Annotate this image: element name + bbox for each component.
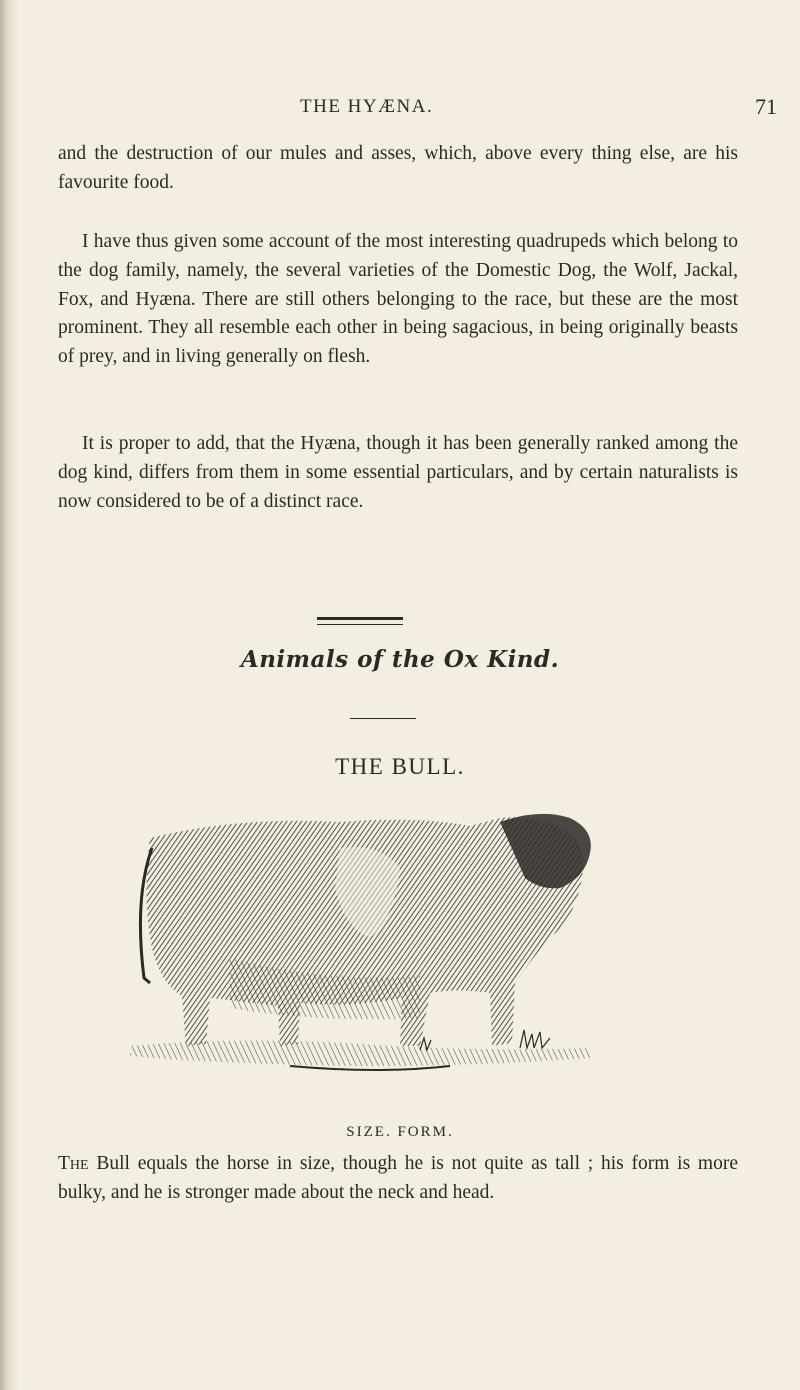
running-header <box>0 96 800 126</box>
bull-illustration <box>120 808 600 1088</box>
lead-word: The <box>58 1153 89 1174</box>
subheading-the-bull: THE BULL. <box>335 754 465 779</box>
figure-caption: SIZE. FORM. <box>346 1124 454 1140</box>
short-rule <box>350 718 416 719</box>
paragraph-bull-description <box>58 1150 738 1208</box>
paragraph-continuation: and the destruction of our mules and asses, which, above every thing else, are his favourite food. <box>58 143 738 193</box>
page-edge-shadow <box>0 0 18 1390</box>
grass-tufts <box>420 1030 550 1050</box>
paragraph-dog-family-summary: I have thus given some account of the most interesting quadrupeds which belong to the dog family, namely, the several varieties of the Domestic Dog, the Wolf, Jackal, Fox, and Hyæna. There are still others belonging to the race, but these are the most prominent. They all resemble each other in being sagacious, in being originally beasts of prey, and in living generally on flesh. <box>58 231 738 368</box>
paragraph-bull-text: Bull equals the horse in size, though he is not quite as tall ; his form is more bulky, and he is stronger made about the neck and head. <box>58 1153 738 1203</box>
header-title: THE HYÆNA. <box>300 96 434 117</box>
section-divider <box>317 617 403 625</box>
paragraph-hyaena-note: It is proper to add, that the Hyæna, though it has been generally ranked among the dog kind, differs from them in some essential particulars, and by certain naturalists is now considered to be of a distinct race. <box>58 433 738 512</box>
section-title: Animals of the Ox Kind. <box>240 646 560 673</box>
page-number: 71 <box>755 94 777 119</box>
